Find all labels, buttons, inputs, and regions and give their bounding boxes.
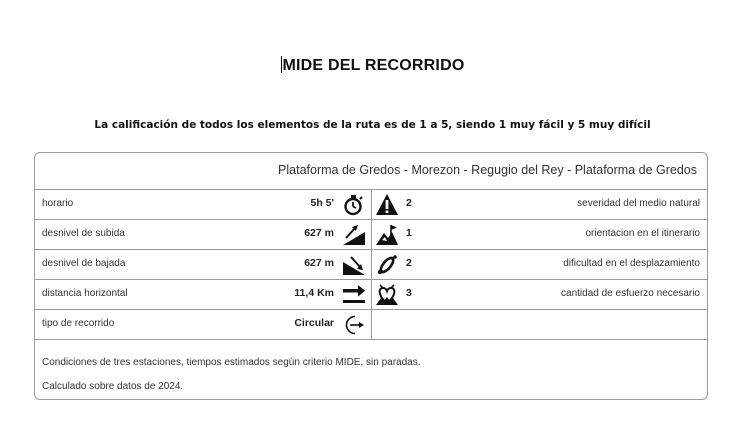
text-cursor	[281, 56, 282, 73]
row-value: 627 m	[304, 257, 334, 269]
right-cell	[372, 190, 707, 219]
row-desnivel-subida	[35, 220, 707, 250]
criterion-label: severidad del medio natural	[577, 198, 700, 209]
right-cell	[372, 250, 707, 279]
document-title	[0, 56, 745, 75]
stopwatch-icon	[342, 193, 366, 216]
criterion-score: 2	[406, 257, 412, 269]
circular-route-icon	[342, 313, 366, 336]
criterion-score: 2	[406, 197, 412, 209]
row-desnivel-bajada	[35, 250, 707, 280]
descent-icon	[342, 253, 366, 276]
row-value: 5h 5'	[310, 197, 334, 209]
right-cell	[372, 280, 707, 309]
row-label: desnivel de subida	[42, 228, 125, 239]
orientation-flag-icon	[375, 223, 399, 246]
criterion-label: dificultad en el desplazamiento	[563, 258, 700, 269]
row-distancia-horizontal	[35, 280, 707, 310]
note-data-year: Calculado sobre datos de 2024.	[42, 381, 184, 392]
row-value: 627 m	[304, 227, 334, 239]
document-title-text: MIDE DEL RECORRIDO	[282, 57, 465, 74]
left-cell	[35, 280, 372, 309]
footprint-icon	[375, 253, 399, 276]
heart-effort-icon	[375, 283, 399, 306]
mide-grid	[35, 189, 707, 340]
row-horario	[35, 190, 707, 220]
left-cell	[35, 250, 372, 279]
criterion-score: 3	[406, 287, 412, 299]
left-cell	[35, 310, 372, 339]
row-label: tipo de recorrido	[42, 318, 115, 329]
warning-triangle-icon	[375, 193, 399, 216]
ascent-icon	[342, 223, 366, 246]
note-conditions: Condiciones de tres estaciones, tiempos estimados según criterio MIDE, sin paradas.	[42, 357, 421, 368]
row-label: distancia horizontal	[42, 288, 128, 299]
row-label: horario	[42, 198, 74, 209]
criterion-label: cantidad de esfuerzo necesario	[561, 288, 700, 299]
card-notes	[42, 351, 421, 399]
row-value: 11,4 Km	[294, 287, 334, 299]
criterion-label: orientacion en el itinerario	[585, 228, 700, 239]
criterion-score: 1	[406, 227, 412, 239]
right-cell-empty	[372, 310, 707, 339]
row-value: Circular	[294, 317, 334, 329]
row-tipo-recorrido	[35, 310, 707, 340]
row-label: desnivel de bajada	[42, 258, 126, 269]
mide-card	[34, 152, 708, 400]
route-name: Plataforma de Gredos - Morezon - Regugio del Rey - Plataforma de Gredos	[278, 163, 697, 177]
left-cell	[35, 220, 372, 249]
distance-arrow-icon	[342, 283, 366, 306]
right-cell	[372, 220, 707, 249]
left-cell	[35, 190, 372, 219]
rating-explanation: La calificación de todos los elementos de la ruta es de 1 a 5, siendo 1 muy fácil y 5 muy difícil	[94, 119, 651, 131]
